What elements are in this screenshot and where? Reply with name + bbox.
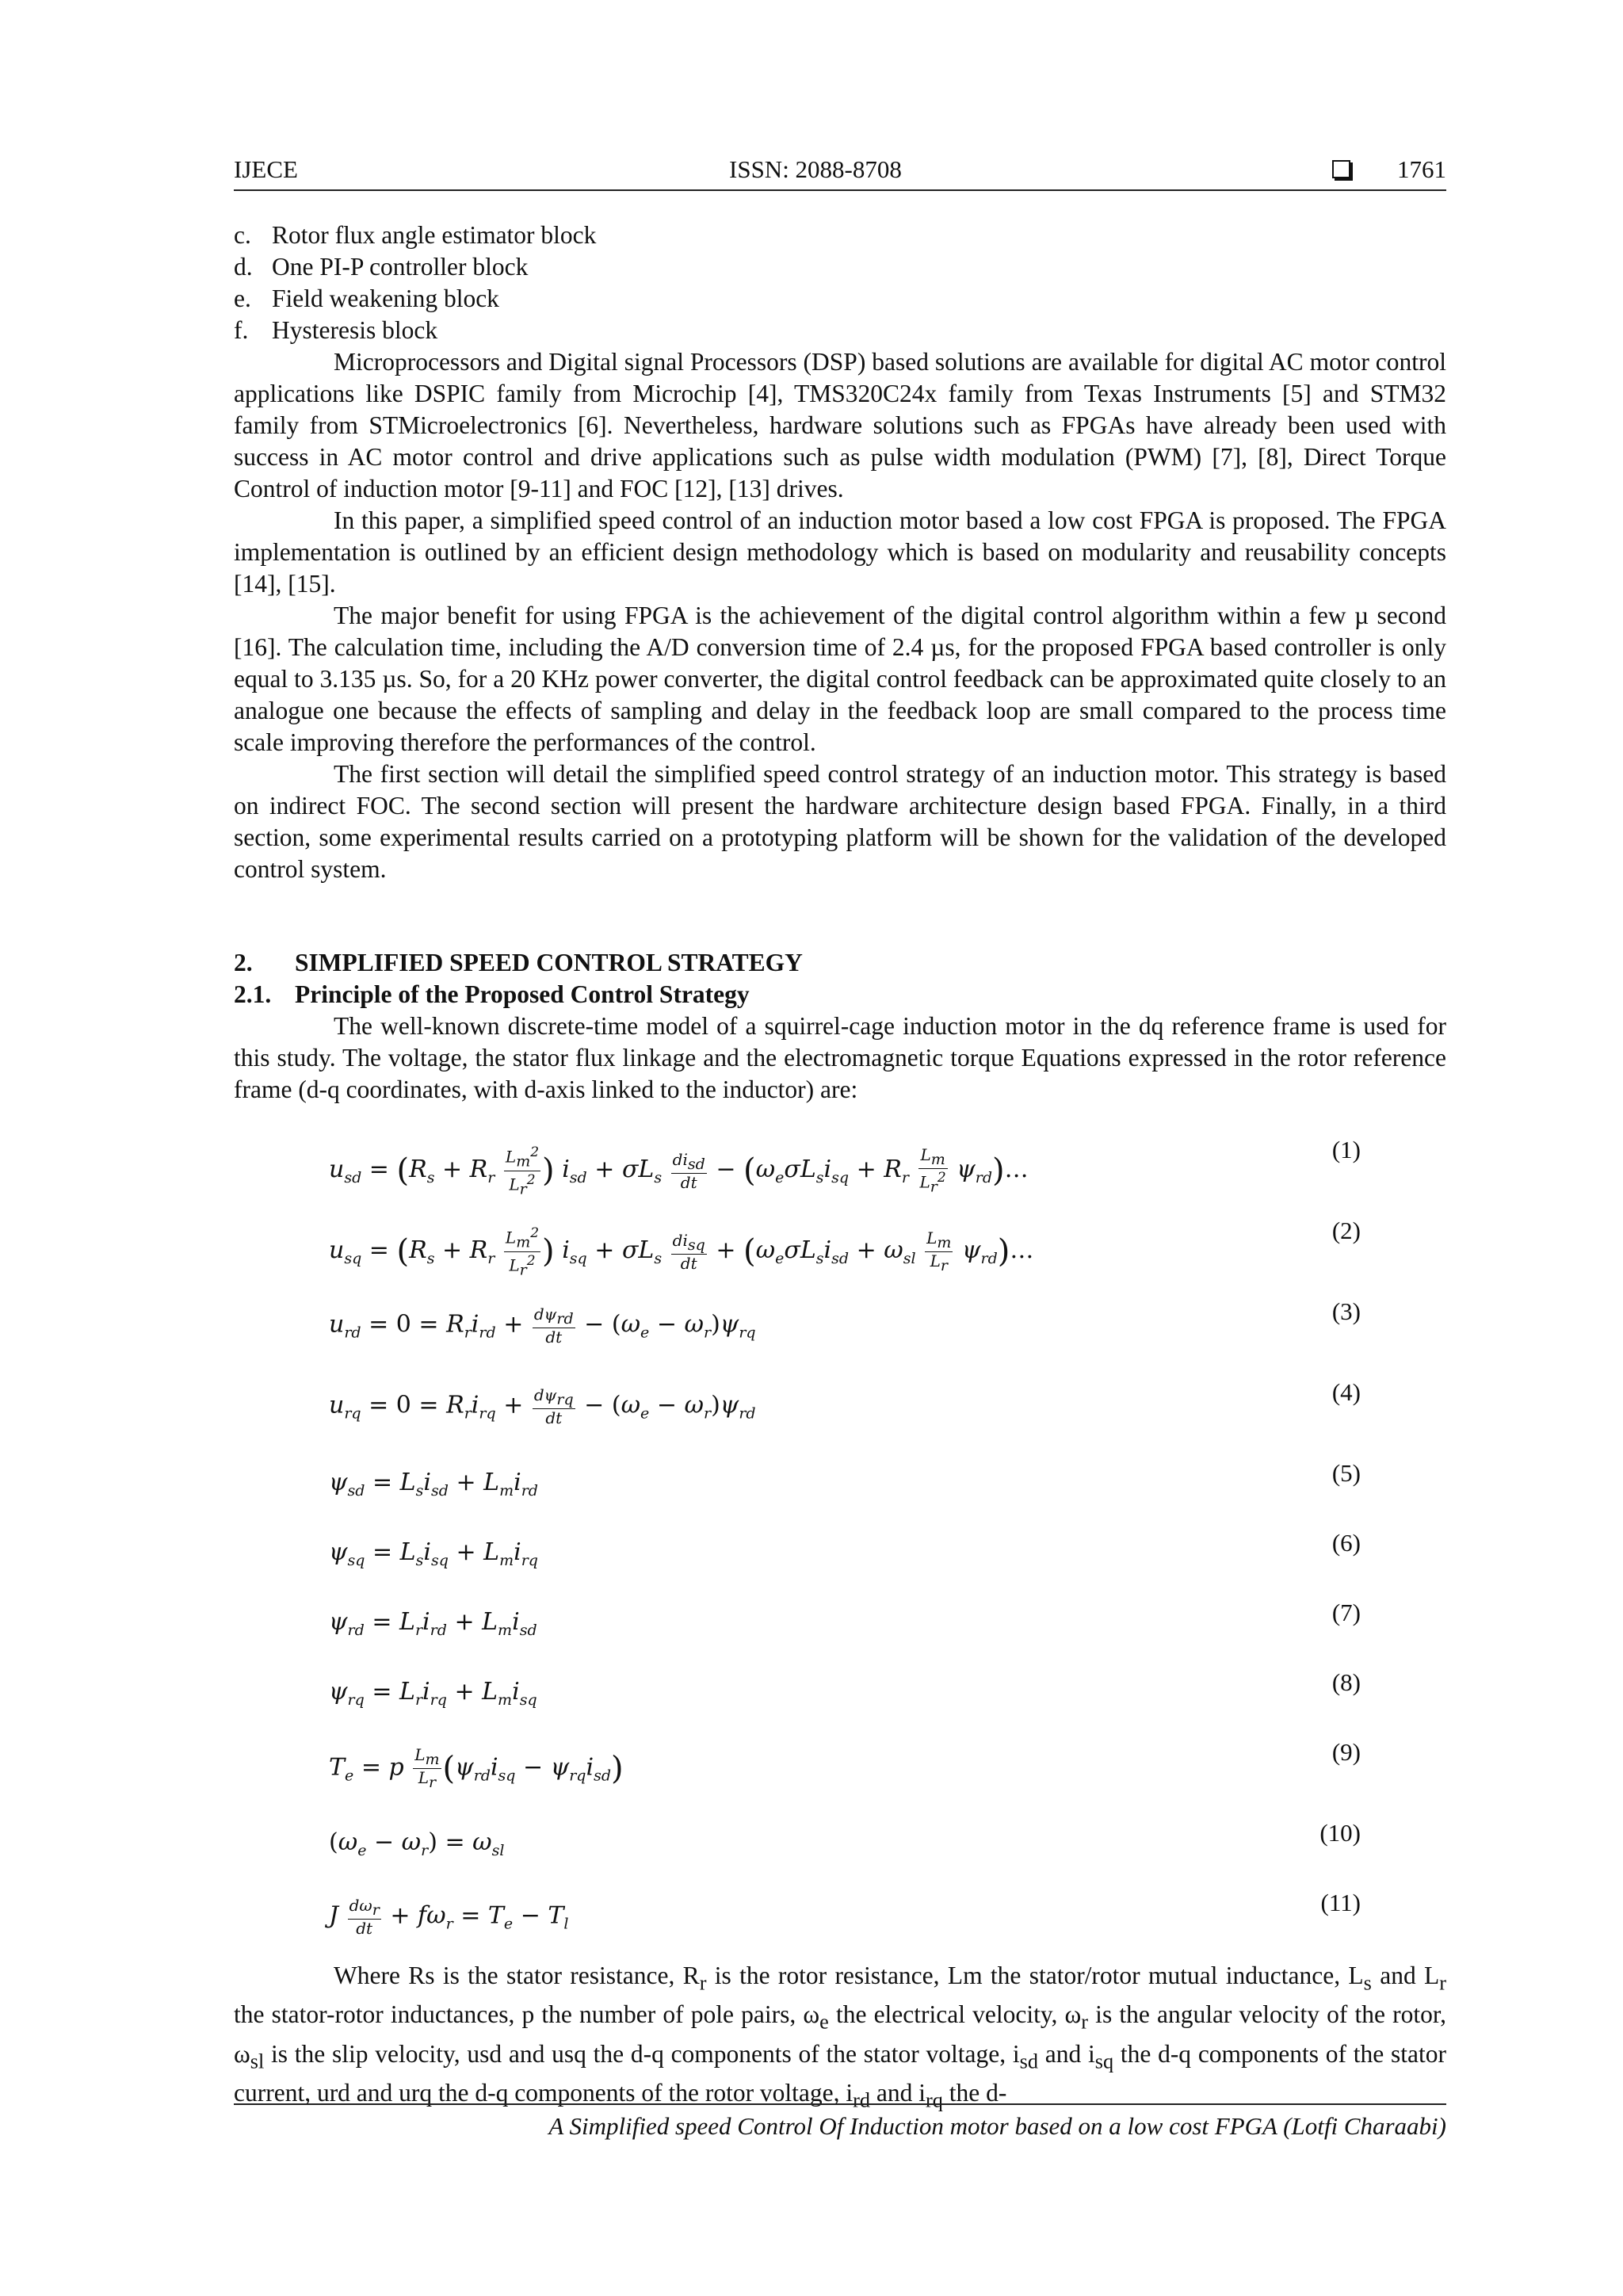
paragraph: The major benefit for using FPGA is the achievement of the digital control algorithm within a few µ second [16]. The calculation time, including the A/D conversion time of 2.4 µs, for the proposed FPGA based controller is only equal to 3.135 µs. So, for a 20 KHz power converter, the digital control feedback can be approximated quite closely to an analogue one because the effects of sampling and delay in the feedback loop are small compared to the process time scale improving therefore the performances of the control.: [234, 602, 1446, 756]
list-item: c. Rotor flux angle estimator block: [234, 221, 597, 249]
running-footer: A Simplified speed Control Of Induction motor based on a low cost FPGA (Lotfi Charaabi): [548, 2112, 1446, 2140]
equation-4: $u_{rq} = 0 = R_ri_{rq}$ + $\frac{d\psi_{rq}}{dt}$ − $(\omega_e - \omega_r)\psi_{rd}$ (4): [329, 1378, 1361, 1427]
subsection-heading: 2.1. Principle of the Proposed Control Strategy: [234, 980, 750, 1008]
footer-rule: [234, 2103, 1446, 2105]
body-text: [234, 220, 1446, 2116]
equation-number: (4): [1331, 1378, 1361, 1406]
journal-name: IJECE: [234, 155, 298, 183]
equation-number: (1): [1331, 1136, 1361, 1163]
equation-11: J $\frac{d\omega_r}{dt}$ + $f\omega_r = T_e - T_l$ (11): [329, 1889, 1361, 1938]
equation-number: (11): [1320, 1889, 1361, 1916]
equation-3: $u_{rd} = 0 = R_ri_{rd}$ + $\frac{d\psi_{rd}}{dt}$ − $(\omega_e - \omega_r)\psi_{rq}$ (3): [329, 1297, 1361, 1347]
equation-8: $\psi_{rq} = L_ri_{rq} + L_mi_{sq}$ (8): [329, 1668, 1361, 1709]
list-item: d. One PI-P controller block: [234, 253, 529, 281]
paragraph: The well-known discrete-time model of a squirrel-cage induction motor in the dq reference frame is used for this study. The voltage, the stator flux linkage and the electromagnetic torque Equations expressed in the rotor reference frame (d-q coordinates, with d-axis linked to the inductor) are:: [234, 1012, 1446, 1103]
equation-number: (6): [1331, 1529, 1361, 1557]
header-rule: [234, 189, 1446, 191]
equation-number: (7): [1331, 1599, 1361, 1626]
equation-number: (5): [1331, 1459, 1361, 1487]
equation-9: $T_e = p$ $\frac{L_m}{L_r}$ $(\psi_{rd}i_{sq} - \psi_{rq}i_{sd})$ (9): [329, 1738, 1361, 1791]
equation-7: $\psi_{rd} = L_ri_{rd} + L_mi_{sd}$ (7): [329, 1599, 1361, 1639]
page-number: 1761: [1397, 155, 1446, 183]
equation-10: $(\omega_e - \omega_r) = \omega_{sl}$ (10): [329, 1819, 1361, 1859]
equation-5: $\psi_{sd} = L_si_{sd} + L_mi_{rd}$ (5): [329, 1459, 1361, 1499]
block-list: [234, 220, 1446, 346]
issn: ISSN: 2088-8708: [729, 155, 902, 183]
variable-definitions: Where Rs is the stator resistance, $R_r$ is the rotor resistance, Lm the stator/rotor mutual inductance, $L_s$ and $L_r$ the stator-rotor inductances, p the number of pole pairs, $\omega_e$ the electrical velocity, $\omega_r$ is the angular velocity of the rotor, $\omega_{sl}$ is the slip velocity, usd and usq the d-q components of the stator voltage, $i_{sd}$ and $i_{sq}$ the d-q components of the stator current, urd and urq the d-q components of the rotor voltage, $i_{rd}$ and $i_{rq}$ the d-: [234, 1962, 1447, 2112]
equation-1: $u_{sd} = (R_s + R_r$ $\frac{L_m^2}{L_r^2}$ ) $i_{sd} + \sigma L_s$ $\frac{di_{sd}}{dt}$ − ($\omega_e\sigma L_si_{sq} + R_r$ $\frac{L_m}{L_r^2}$ $\psi_{rd})\dots$ (1): [329, 1136, 1361, 1198]
section-heading: 2. SIMPLIFIED SPEED CONTROL STRATEGY: [234, 949, 803, 976]
equation-number: (3): [1331, 1297, 1361, 1325]
running-header: [234, 155, 1446, 192]
equation-block: [234, 1126, 1446, 1960]
equation-6: $\psi_{sq} = L_si_{sq} + L_mi_{rq}$ (6): [329, 1529, 1361, 1569]
equation-number: (8): [1331, 1668, 1361, 1696]
paragraph: The first section will detail the simplified speed control strategy of an induction motor. This strategy is based on indirect FOC. The second section will present the hardware architecture design based FPGA. Finally, in a third section, some experimental results carried on a prototyping platform will be shown for the validation of the developed control system.: [234, 760, 1446, 883]
equation-number: (2): [1331, 1217, 1361, 1244]
list-item: f. Hysteresis block: [234, 316, 438, 344]
equation-number: (9): [1331, 1738, 1361, 1766]
paragraph: Microprocessors and Digital signal Processors (DSP) based solutions are available for digital AC motor control applications like DSPIC family from Microchip [4], TMS320C24x family from Texas Instruments [5] and STM32 family from STMicroelectronics [6]. Nevertheless, hardware solutions such as FPGAs have already been used with success in AC motor control and drive applications such as pulse width modulation (PWM) [7], [8], Direct Torque Control of induction motor [9-11] and FOC [12], [13] drives.: [234, 348, 1446, 502]
equation-2: $u_{sq} = (R_s + R_r$ $\frac{L_m^2}{L_r^2}$ ) $i_{sq} + \sigma L_s$ $\frac{di_{sq}}{dt}$ + ($\omega_e\sigma L_si_{sd} + \omega_{sl}$ $\frac{L_m}{L_r}$ $\psi_{rd})\dots$ (2): [329, 1217, 1361, 1279]
list-item: e. Field weakening block: [234, 285, 499, 312]
square-bullet-icon: [1332, 160, 1350, 178]
equation-number: (10): [1319, 1819, 1361, 1847]
paragraph: In this paper, a simplified speed control of an induction motor based a low cost FPGA is proposed. The FPGA implementation is outlined by an efficient design methodology which is based on modularity and reusability concepts [14], [15].: [234, 506, 1446, 598]
